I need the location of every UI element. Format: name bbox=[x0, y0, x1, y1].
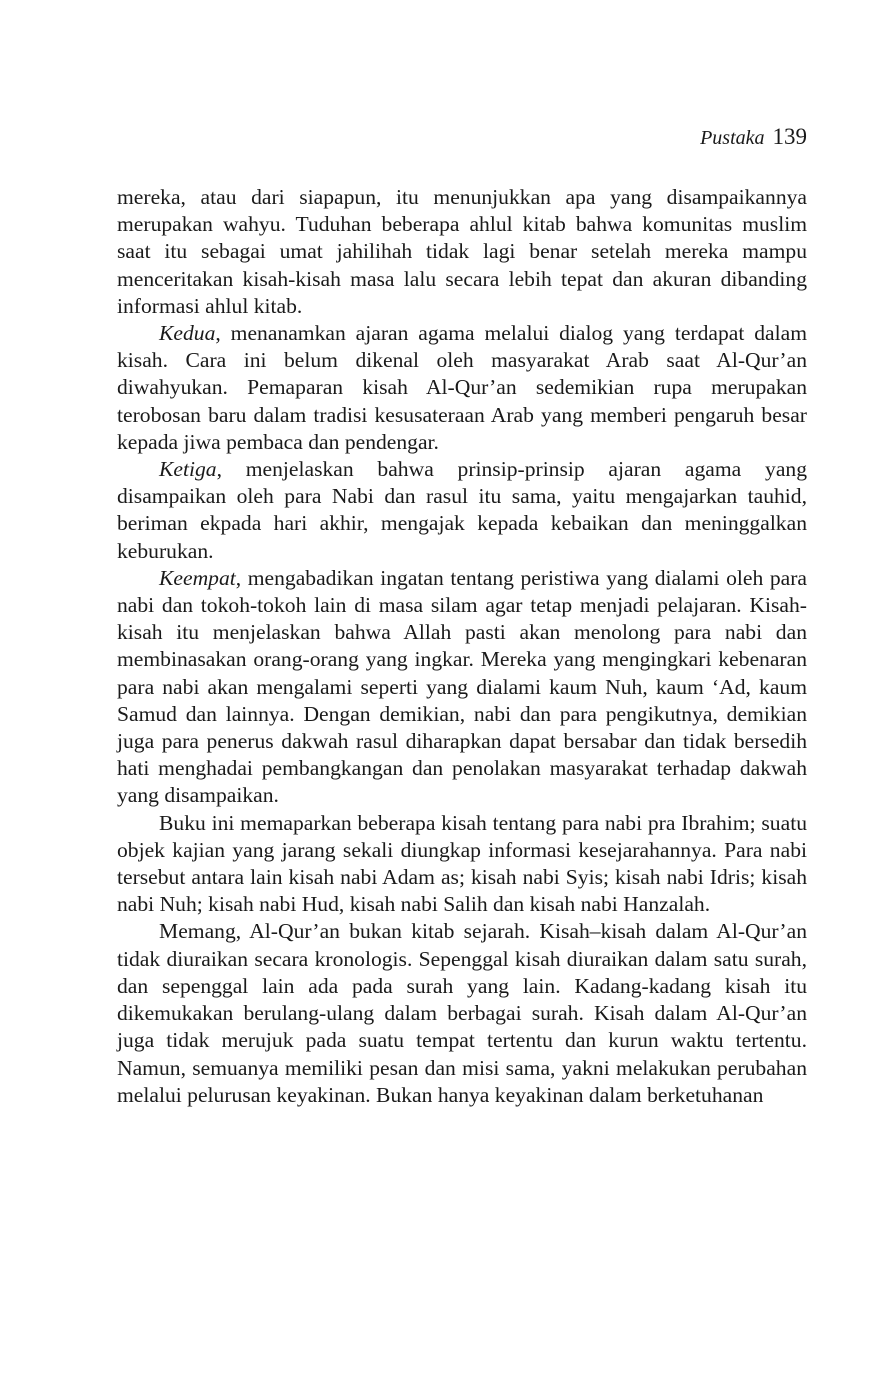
paragraph-text: , menjelaskan bahwa prinsip-prinsip ajaran agama yang disampaikan oleh para Nabi dan rasul itu sama, yaitu mengajarkan tauhid, beriman ekpada hari akhir, mengajak kepada kebaikan dan meninggalkan keburukan. bbox=[117, 457, 807, 563]
paragraph-text: mereka, atau dari siapapun, itu menunjukkan apa yang disampaikannya merupakan wahyu. Tuduhan beberapa ahlul kitab bahwa komunitas muslim saat itu sebagai umat jahilihah tidak lagi benar setelah mereka mampu menceritakan kisah-kisah masa lalu secara lebih tepat dan akuran dibanding informasi ahlul kitab. bbox=[117, 185, 807, 318]
page-body bbox=[117, 184, 807, 1109]
paragraph-lead: Keempat bbox=[159, 565, 236, 590]
paragraph-lead: Ketiga bbox=[159, 457, 217, 482]
paragraph-ketiga bbox=[117, 456, 807, 565]
running-header bbox=[700, 122, 807, 153]
paragraph-text: , mengabadikan ingatan tentang peristiwa yang dialami oleh para nabi dan tokoh-tokoh lain di masa silam agar tetap menjadi pelajaran. Kisah-kisah itu menjelaskan bahwa Allah pasti akan menolong para nabi dan membinasakan orang-orang yang ingkar. Mereka yang mengingkari kebenaran para nabi akan mengalami seperti yang dialami kaum Nuh, kaum ‘Ad, kaum Samud dan lainnya. Dengan demikian, nabi dan para pengikutnya, demikian juga para penerus dakwah rasul diharapkan dapat bersabar dan tidak bersedih hati menghadai pembangkangan dan penolakan masyarakat terhadap dakwah yang disampaikan. bbox=[117, 565, 807, 808]
paragraph-kedua bbox=[117, 320, 807, 456]
paragraph-keempat bbox=[117, 565, 807, 810]
paragraph-lead: Kedua bbox=[159, 321, 216, 346]
paragraph-buku bbox=[117, 810, 807, 919]
paragraph-text: , menanamkan ajaran agama melalui dialog yang terdapat dalam kisah. Cara ini belum dikenal oleh masyarakat Arab saat Al-Qur’an diwahyukan. Pemaparan kisah Al-Qur’an sedemikian rupa merupakan terobosan baru dalam tradisi kesusateraan Arab yang memberi pengaruh besar kepada jiwa pembaca dan pendengar. bbox=[117, 321, 807, 454]
page-number: 139 bbox=[772, 124, 807, 149]
section-title: Pustaka bbox=[700, 127, 765, 149]
paragraph-continuation bbox=[117, 184, 807, 320]
paragraph-memang bbox=[117, 918, 807, 1108]
paragraph-text: Memang, Al-Qur’an bukan kitab sejarah. Kisah–kisah dalam Al-Qur’an tidak diuraikan secara kronologis. Sepenggal kisah diuraikan dalam satu surah, dan sepenggal lain ada pada surah yang lain. Kadang-kadang kisah itu dikemukakan berulang-ulang dalam berbagai surah. Kisah dalam Al-Qur’an juga tidak merujuk pada suatu tempat tertentu dan kurun waktu tertentu. Namun, semuanya memiliki pesan dan misi sama, yakni melakukan perubahan melalui pelurusan keyakinan. Bukan hanya keyakinan dalam berketuhanan bbox=[117, 919, 807, 1107]
paragraph-text: Buku ini memaparkan beberapa kisah tentang para nabi pra Ibrahim; suatu objek kajian yang jarang sekali diungkap informasi kesejarahannya. Para nabi tersebut antara lain kisah nabi Adam as; kisah nabi Syis; kisah nabi Idris; kisah nabi Nuh; kisah nabi Hud, kisah nabi Salih dan kisah nabi Hanzalah. bbox=[117, 810, 807, 917]
